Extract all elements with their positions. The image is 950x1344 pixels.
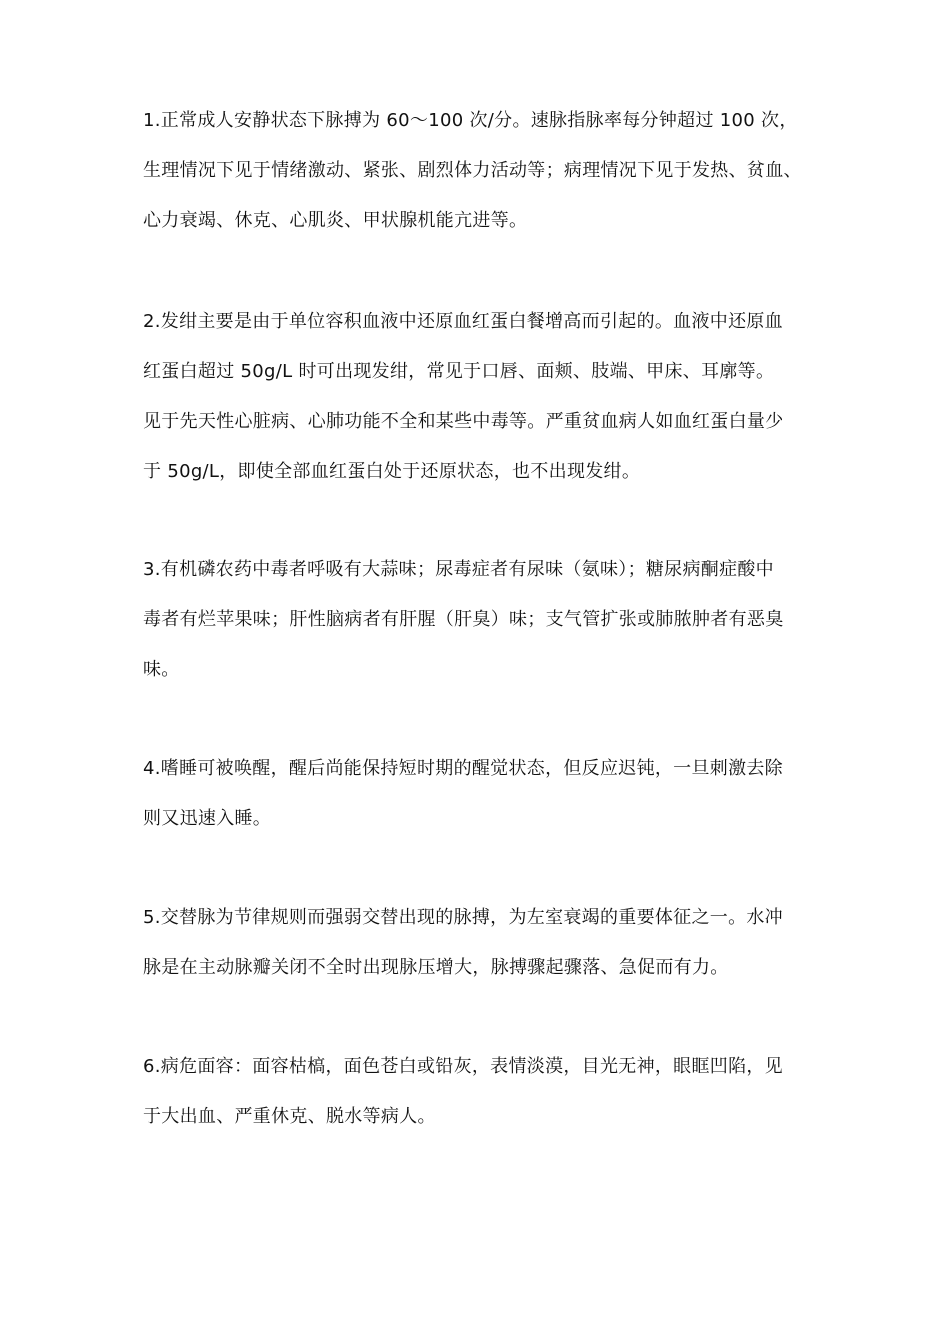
paragraph-5 <box>143 893 818 993</box>
paragraph-4 <box>143 744 818 844</box>
paragraph-line: 2.发绀主要是由于单位容积血液中还原血红蛋白餐增高而引起的。血液中还原血 <box>143 311 783 332</box>
paragraph-line: 见于先天性心脏病、心肺功能不全和某些中毒等。严重贫血病人如血红蛋白量少 <box>143 411 784 432</box>
paragraph-3 <box>143 545 818 695</box>
paragraph-6 <box>143 1042 818 1142</box>
paragraph-line: 味。 <box>143 659 180 680</box>
paragraph-line: 毒者有烂苹果味；肝性脑病者有肝腥（肝臭）味；支气管扩张或肺脓肿者有恶臭 <box>143 609 784 630</box>
paragraph-line: 生理情况下见于情绪激动、紧张、剧烈体力活动等；病理情况下见于发热、贫血、 <box>143 160 802 181</box>
paragraph-line: 3.有机磷农药中毒者呼吸有大蒜味；尿毒症者有尿味（氨味）；糖尿病酮症酸中 <box>143 559 774 580</box>
paragraph-line: 于 50g/L，即使全部血红蛋白处于还原状态，也不出现发绀。 <box>143 461 641 482</box>
paragraph-line: 4.嗜睡可被唤醒，醒后尚能保持短时期的醒觉状态，但反应迟钝，一旦刺激去除 <box>143 758 783 779</box>
paragraph-line: 红蛋白超过 50g/L 时可出现发绀，常见于口唇、面颊、肢端、甲床、耳廓等。 <box>143 361 775 382</box>
paragraph-line: 心力衰竭、休克、心肌炎、甲状腺机能亢进等。 <box>143 210 528 231</box>
paragraph-line: 脉是在主动脉瓣关闭不全时出现脉压增大，脉搏骤起骤落、急促而有力。 <box>143 957 729 978</box>
paragraph-1 <box>143 96 818 246</box>
paragraph-line: 则又迅速入睡。 <box>143 808 272 829</box>
paragraph-line: 5.交替脉为节律规则而强弱交替出现的脉搏，为左室衰竭的重要体征之一。水冲 <box>143 907 783 928</box>
paragraph-line: 1.正常成人安静状态下脉搏为 60～100 次/分。速脉指脉率每分钟超过 100 次， <box>143 110 798 131</box>
paragraph-line: 6.病危面容：面容枯槁，面色苍白或铅灰，表情淡漠，目光无神，眼眶凹陷，见 <box>143 1056 783 1077</box>
paragraph-2 <box>143 297 818 497</box>
paragraph-line: 于大出血、严重休克、脱水等病人。 <box>143 1106 436 1127</box>
